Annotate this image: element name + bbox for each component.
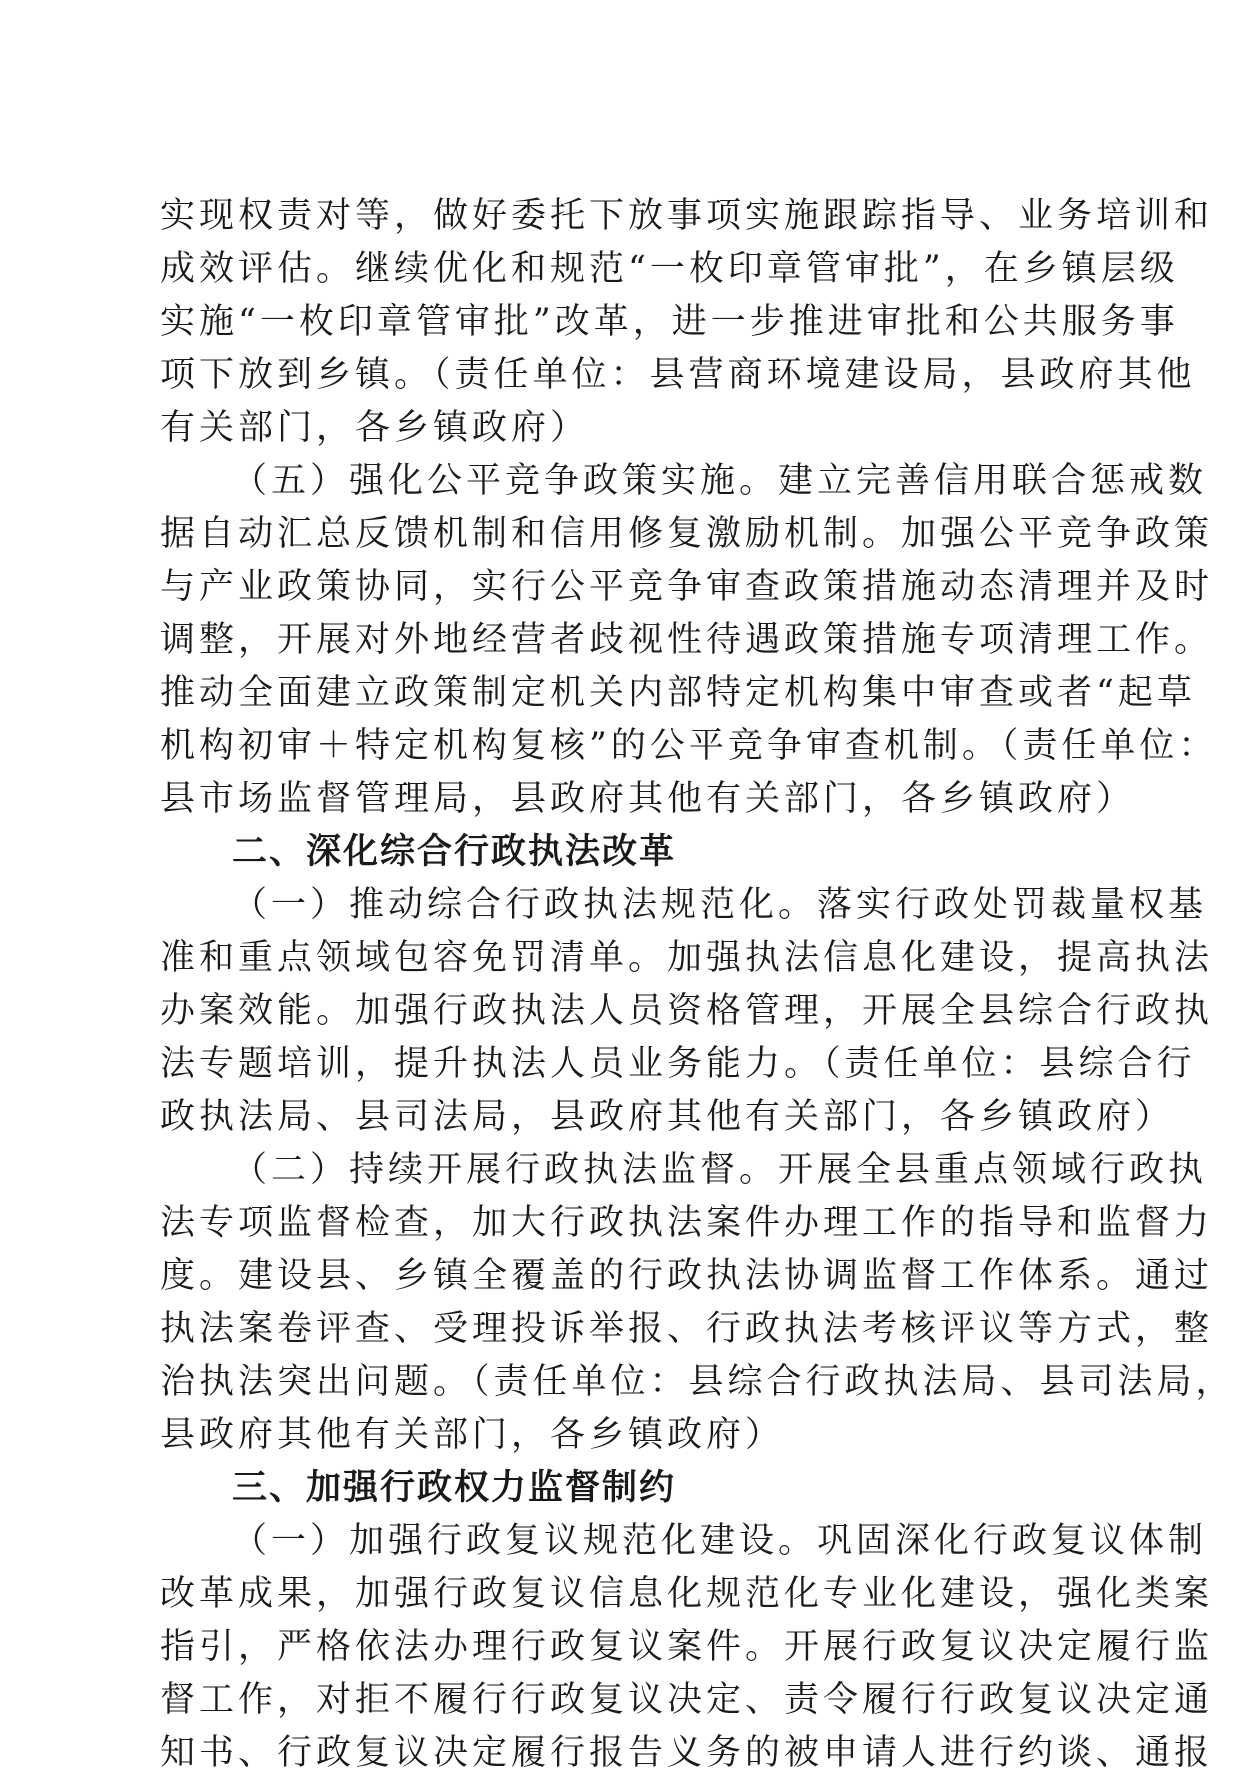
paragraph-first-line: （一）推动综合行政执法规范化。落实行政处罚裁量权基 [232,885,1208,925]
paragraph-first-line: （一）加强行政复议规范化建设。巩固深化行政复议体制 [232,1521,1208,1561]
section-heading: 二、深化综合行政执法改革 [232,832,677,872]
section-heading: 三、加强行政权力监督制约 [232,1468,677,1508]
paragraph-line: 改革成果，加强行政复议信息化规范化专业化建设，强化类案 [160,1574,1214,1614]
paragraph-line: 有关部门，各乡镇政府） [160,408,590,448]
paragraph-line: 准和重点领域包容免罚清单。加强执法信息化建设，提高执法 [160,938,1214,978]
paragraph-line: 度。建设县、乡镇全覆盖的行政执法协调监督工作体系。通过 [160,1256,1214,1296]
paragraph-line: 与产业政策协同，实行公平竞争审查政策措施动态清理并及时 [160,567,1214,607]
paragraph-line: 指引，严格依法办理行政复议案件。开展行政复议决定履行监 [160,1627,1214,1667]
paragraph-line: 知书、行政复议决定履行报告义务的被申请人进行约谈、通报 [160,1733,1214,1773]
paragraph-line: 法专题培训，提升执法人员业务能力。（责任单位：县综合行 [160,1044,1196,1084]
paragraph-line: 治执法突出问题。（责任单位：县综合行政执法局、县司法局， [160,1362,1235,1402]
paragraph-line: 执法案卷评查、受理投诉举报、行政执法考核评议等方式，整 [160,1309,1214,1349]
paragraph-first-line: （二）持续开展行政执法监督。开展全县重点领域行政执 [232,1150,1208,1190]
paragraph-line: 实施“一枚印章管审批”改革，进一步推进审批和公共服务事 [160,302,1179,342]
paragraph-line: 办案效能。加强行政执法人员资格管理，开展全县综合行政执 [160,991,1214,1031]
paragraph-line: 据自动汇总反馈机制和信用修复激励机制。加强公平竞争政策 [160,514,1214,554]
paragraph-line: 调整，开展对外地经营者歧视性待遇政策措施专项清理工作。 [160,620,1214,660]
paragraph-line: 县政府其他有关部门，各乡镇政府） [160,1415,785,1455]
paragraph-line: 推动全面建立政策制定机关内部特定机构集中审查或者“起草 [160,673,1196,713]
paragraph-first-line: （五）强化公平竞争政策实施。建立完善信用联合惩戒数 [232,461,1208,501]
paragraph-line: 政执法局、县司法局，县政府其他有关部门，各乡镇政府） [160,1097,1175,1137]
paragraph-line: 成效评估。继续优化和规范“一枚印章管审批”，在乡镇层级 [160,249,1179,289]
paragraph-line: 督工作，对拒不履行行政复议决定、责令履行行政复议决定通 [160,1680,1214,1720]
paragraph-line: 县市场监督管理局，县政府其他有关部门，各乡镇政府） [160,779,1136,819]
paragraph-line: 法专项监督检查，加大行政执法案件办理工作的指导和监督力 [160,1203,1214,1243]
document-page [160,190,1235,1780]
paragraph-line: 机构初审＋特定机构复核”的公平竞争审查机制。（责任单位： [160,726,1218,766]
paragraph-line: 实现权责对等，做好委托下放事项实施跟踪指导、业务培训和 [160,196,1214,236]
paragraph-line: 项下放到乡镇。（责任单位：县营商环境建设局，县政府其他 [160,355,1196,395]
